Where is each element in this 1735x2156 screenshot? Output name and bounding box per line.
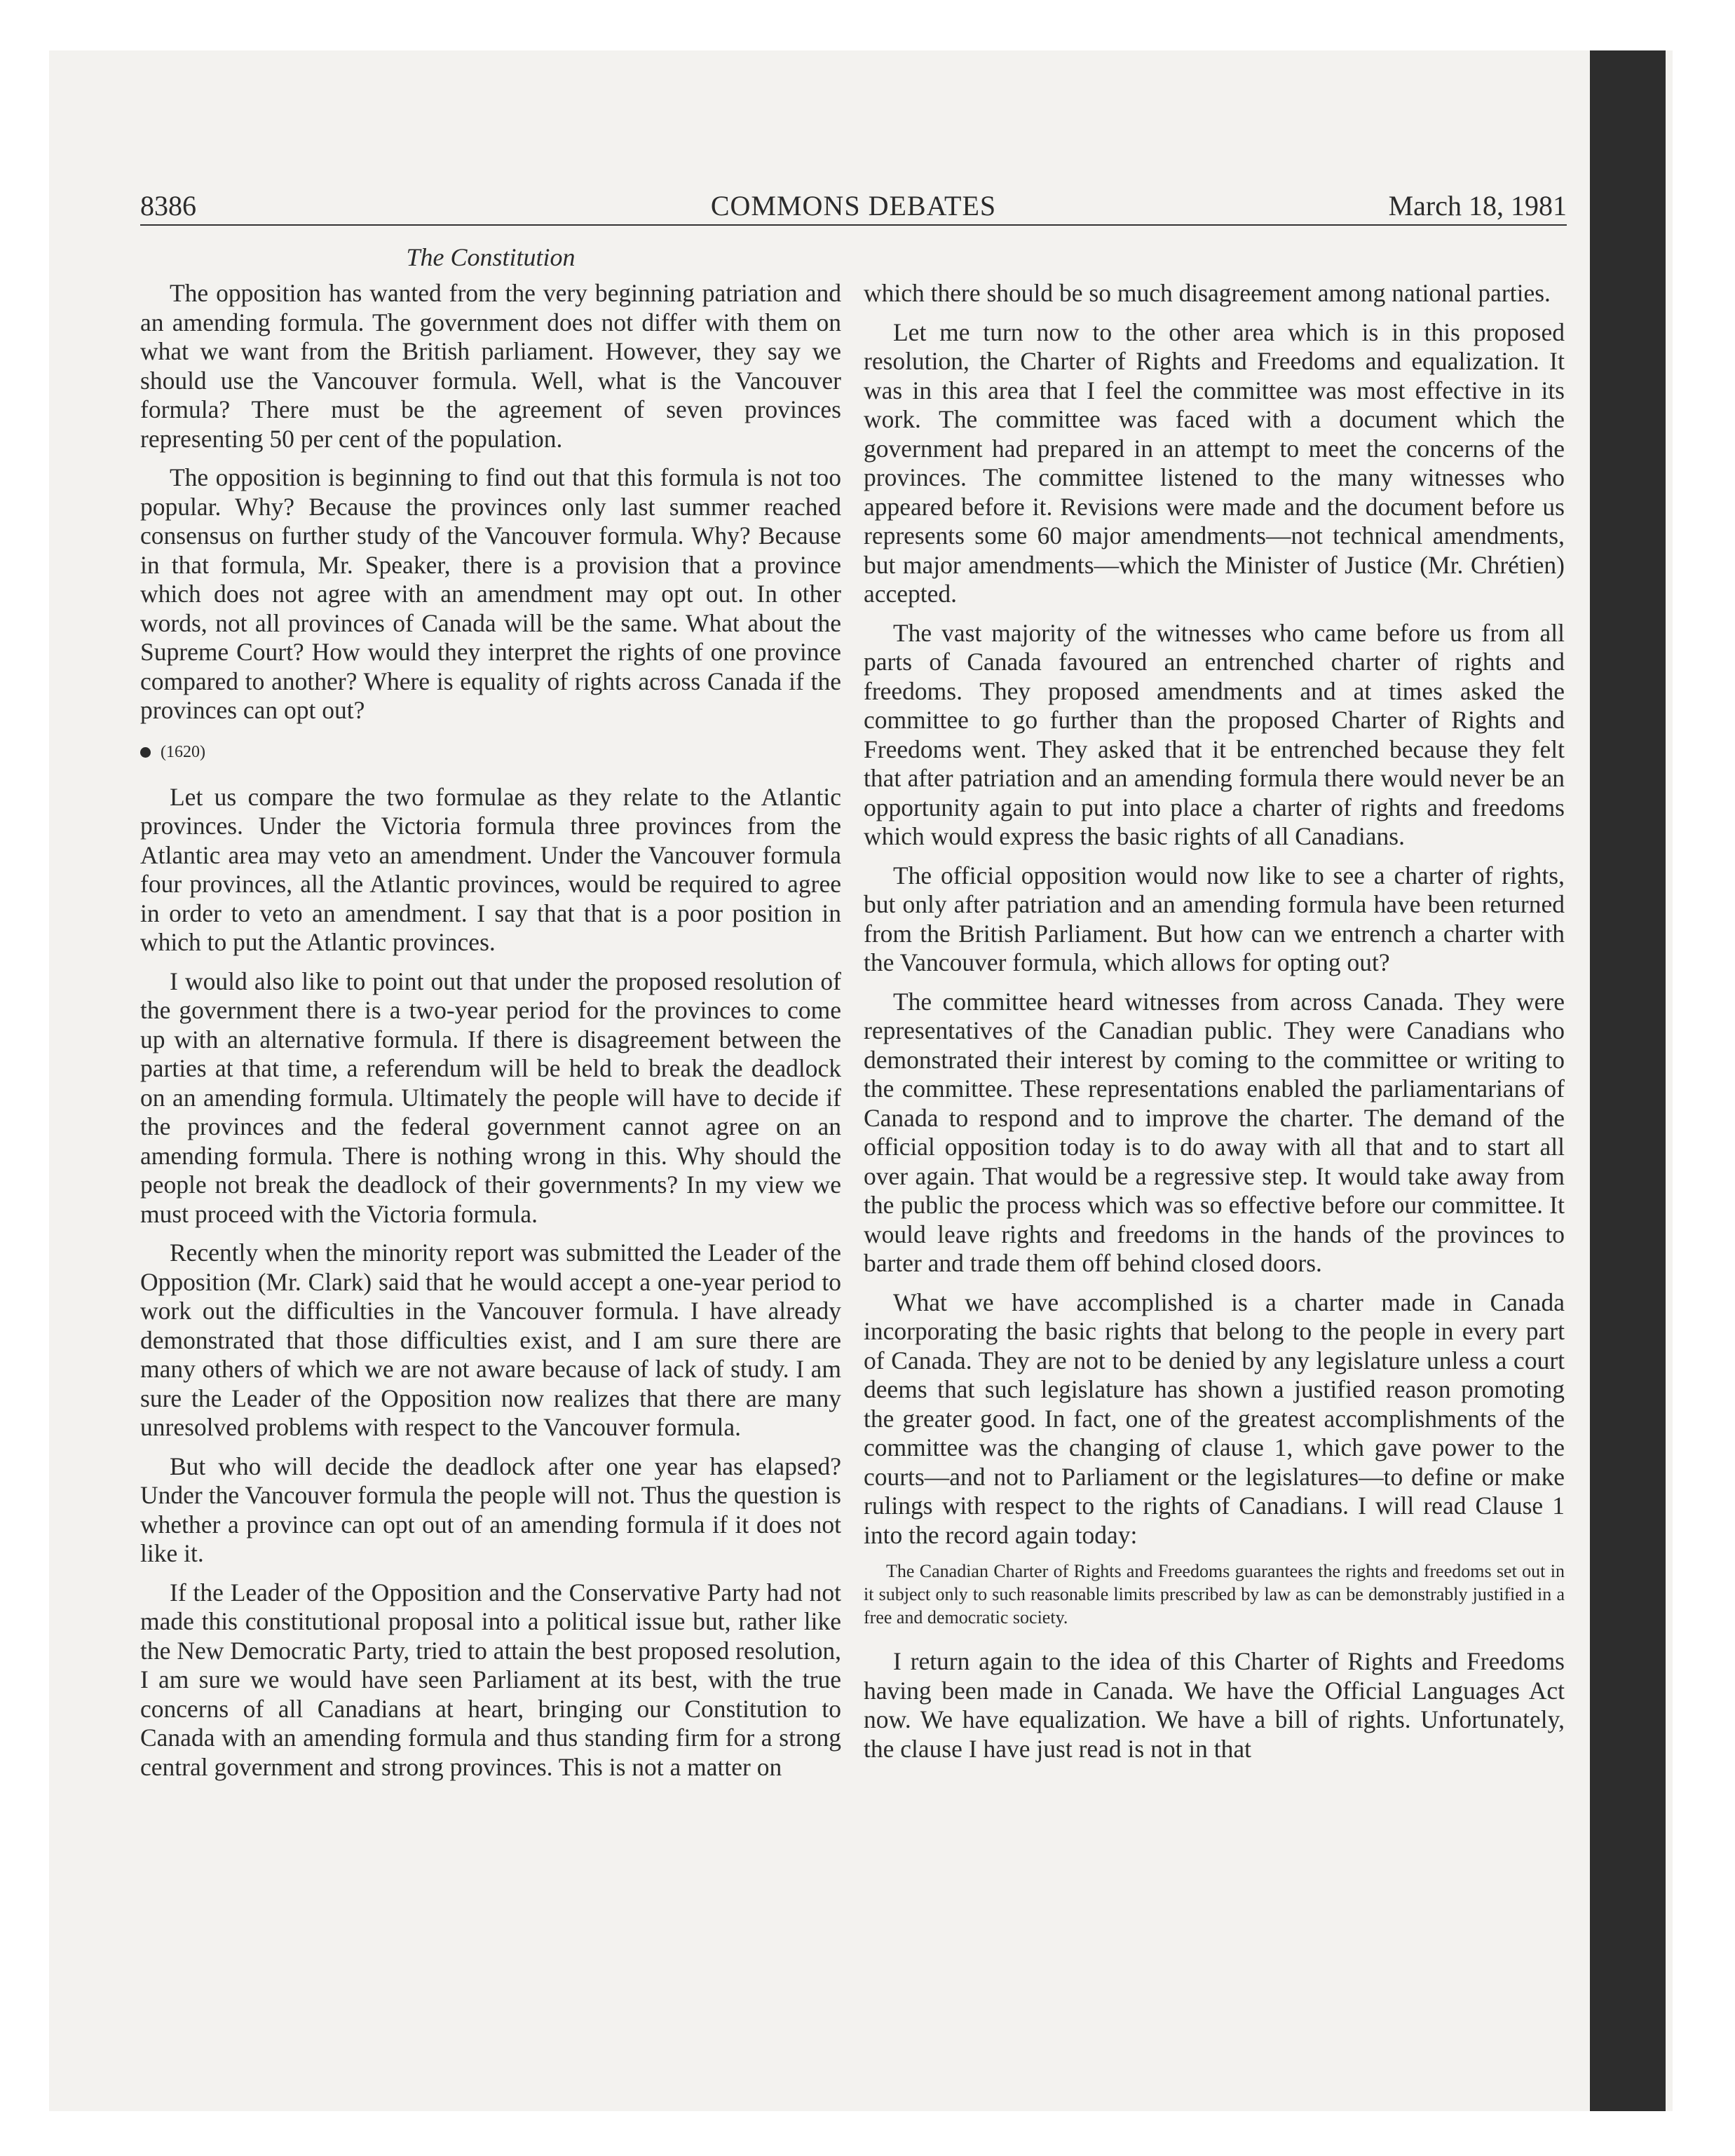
time-marker: [140, 738, 841, 766]
paragraph: Let me turn now to the other area which is in this proposed resolution, the Charter of Rights and Freedoms and equalization. It was in this area that I feel the committee was most effective in its work. The committee was faced with a document which the government had prepared in an attempt to meet the concerns of the provinces. The committee listened to the many witnesses who appeared before it. Revisions were made and the document before us represents some 60 major amendments—not technical amendments, but major amendments—which the Minister of Justice (Mr. Chrétien) accepted.: [864, 318, 1565, 608]
page-number: 8386: [140, 190, 196, 221]
paragraph: The official opposition would now like to see a charter of rights, but only after patriation and an amending formula have been returned from the British Parliament. But how can we entrench a charter with the Vancouver formula, which allows for opting out?: [864, 861, 1565, 976]
time-marker-text: (1620): [161, 742, 205, 761]
paragraph: I return again to the idea of this Charter of Rights and Freedoms having been made in Canada. We have the Official Languages Act now. We have equalization. We have a bill of rights. Unfortunately, the clause I have just read is not in that: [864, 1647, 1565, 1763]
section-title: The Constitution: [406, 243, 576, 271]
paragraph: Let us compare the two formulae as they relate to the Atlantic provinces. Under the Victoria formula three provinces from the Atlantic area may veto an amendment. Under the Vancouver formula four provinces, all the Atlantic provinces, would be required to agree in order to veto an amendment. I say that that is a poor position in which to put the Atlantic provinces.: [140, 782, 841, 956]
bullet-icon: [140, 747, 151, 758]
left-column: [140, 279, 841, 1792]
page-date: March 18, 1981: [1388, 190, 1567, 221]
paragraph: But who will decide the deadlock after one year has elapsed? Under the Vancouver formula the people will not. Thus the question is whether a province can opt out of an amending formula if it does not like it.: [140, 1452, 841, 1567]
header-rule: [140, 224, 1567, 226]
block-quote: The Canadian Charter of Rights and Freedoms guarantees the rights and freedoms set out in it subject only to such reasonable limits prescribed by law as can be demonstrably justified in a free and democratic society.: [864, 1561, 1565, 1628]
page-header: [140, 189, 1567, 223]
paragraph: What we have accomplished is a charter made in Canada incorporating the basic rights that belong to the people in every part of Canada. They are not to be denied by any legislature unless a court deems that such legislature has shown a justified reason promoting the greater good. In fact, one of the greatest accomplishments of the committee was the changing of clause 1, which gave power to the courts—and not to Parliament or the legislatures—to define or make rulings with respect to the rights of Canadians. I will read Clause 1 into the record again today:: [864, 1288, 1565, 1549]
paragraph: The committee heard witnesses from across Canada. They were representatives of the Canadian public. They were Canadians who demonstrated their interest by coming to the committee or writing to the committee. These representations enabled the parliamentarians of Canada to respond and to improve the charter. The demand of the official opposition today is to do away with all that and to start all over again. That would be a regressive step. It would take away from the public the process which was so effective before our committee. It would leave rights and freedoms in the hands of the provinces to barter and trade them off behind closed doors.: [864, 987, 1565, 1277]
paragraph: The opposition has wanted from the very beginning patriation and an amending formula. The government does not differ with them on what we want from the British parliament. However, they say we should use the Vancouver formula. Well, what is the Vancouver formula? There must be the agreement of seven provinces representing 50 per cent of the population.: [140, 279, 841, 453]
paragraph: The opposition is beginning to find out that this formula is not too popular. Why? Because the provinces only last summer reached consensus on further study of the Vancouver formula. Why? Because in that formula, Mr. Speaker, there is a provision that a province which does not agree with an amendment may opt out. In other words, not all provinces of Canada will be the same. What about the Supreme Court? How would they interpret the rights of one province compared to another? Where is equality of rights across Canada if the provinces can opt out?: [140, 463, 841, 724]
paragraph: The vast majority of the witnesses who came before us from all parts of Canada favoured an entrenched charter of rights and freedoms. They proposed amendments and at times asked the committee to go further than the proposed Charter of Rights and Freedoms went. They asked that it be entrenched because they felt that after patriation and an amending formula there would never be an opportunity again to put into place a charter of rights and freedoms which would express the basic rights of all Canadians.: [864, 618, 1565, 850]
paragraph-continued: which there should be so much disagreement among national parties.: [864, 279, 1551, 307]
publication-title: COMMONS DEBATES: [710, 190, 997, 221]
right-column: [864, 279, 1565, 1773]
paragraph: Recently when the minority report was submitted the Leader of the Opposition (Mr. Clark) said that he would accept a one-year period to work out the difficulties in the Vancouver formula. I have already demonstrated that those difficulties exist, and I am sure there are many others of which we are not aware because of lack of study. I am sure the Leader of the Opposition now realizes that there are many unresolved problems with respect to the Vancouver formula.: [140, 1239, 841, 1441]
scan-edge-shadow: [1590, 50, 1666, 2111]
paragraph: If the Leader of the Opposition and the Conservative Party had not made this constitutional proposal into a political issue but, rather like the New Democratic Party, tried to attain the best proposed resolution, I am sure we would have seen Parliament at its best, with the true concerns of all Canadians at heart, bringing our Constitution to Canada with an amending formula and thus standing firm for a strong central government and strong provinces. This is not a matter on: [140, 1578, 841, 1781]
paragraph: I would also like to point out that under the proposed resolution of the government there is a two-year period for the provinces to come up with an alternative formula. If there is disagreement between the parties at that time, a referendum will be held to break the deadlock on an amending formula. Ultimately the people will have to decide if the provinces and the federal government cannot agree on an amending formula. There is nothing wrong in this. Why should the people not break the deadlock of their governments? In my view we must proceed with the Victoria formula.: [140, 967, 841, 1228]
